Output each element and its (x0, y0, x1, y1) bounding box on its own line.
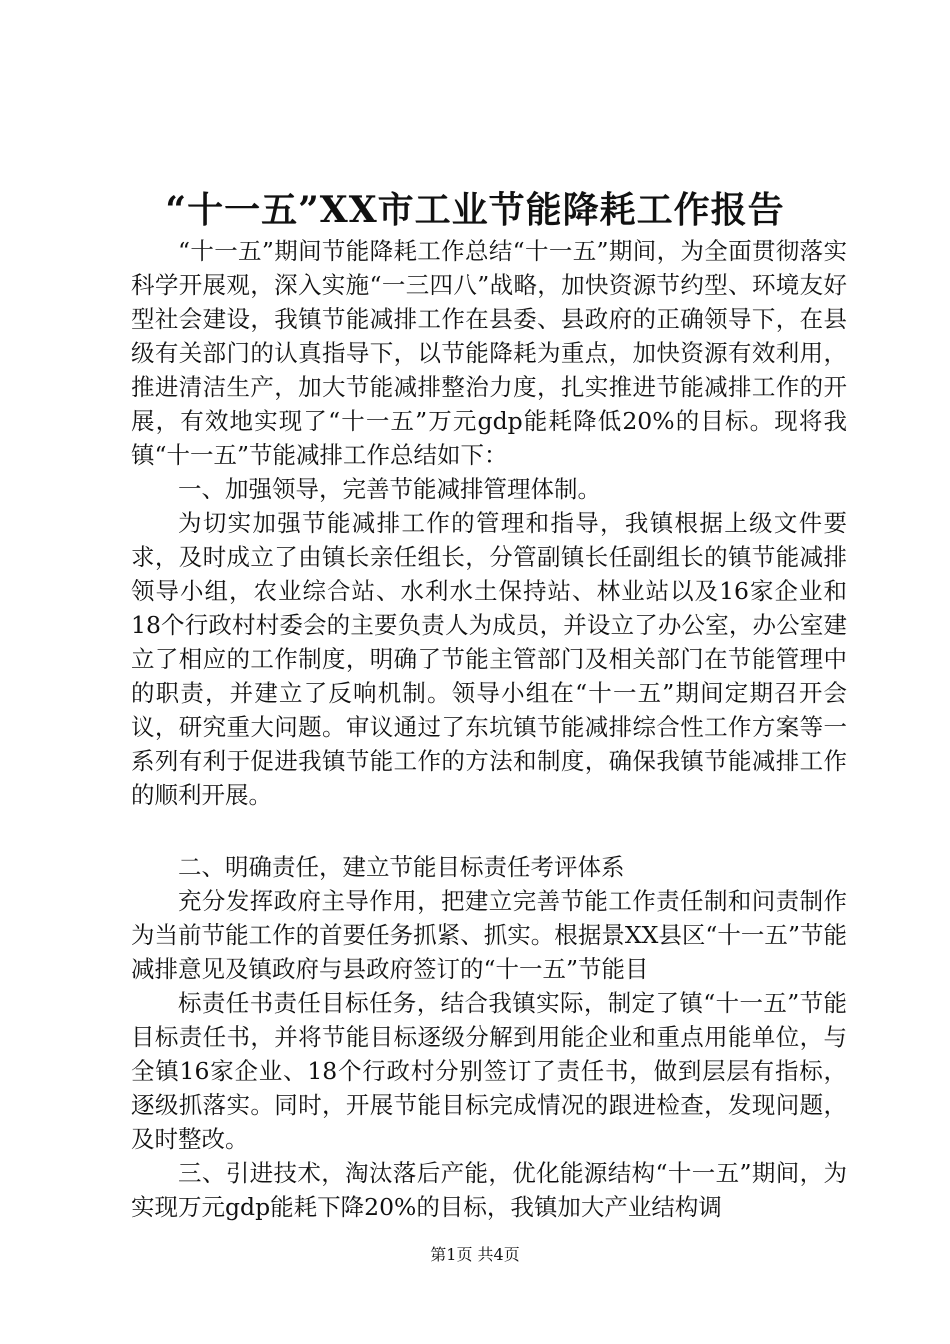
paragraph-intro: “十一五”期间节能降耗工作总结“十一五”期间，为全面贯彻落实科学开展观，深入实施“一三四八”战略，加快资源节约型、环境友好型社会建设，我镇节能减排工作在县委、县政府的正确领导下，在县级有关部门的认真指导下，以节能降耗为重点，加快资源有效利用，推进清洁生产，加大节能减排整治力度，扎实推进节能减排工作的开展，有效地实现了“十一五”万元gdp能耗降低20%的目标。现将我镇“十一五”节能减排工作总结如下： (131, 237, 847, 469)
section-heading-2: 二、明确责任，建立节能目标责任考评体系 (178, 853, 625, 881)
paragraph-section-1: 为切实加强节能减排工作的管理和指导，我镇根据上级文件要求，及时成立了由镇长亲任组长，分管副镇长任副组长的镇节能减排领导小组，农业综合站、水利水土保持站、林业站以及16家企业和18个行政村村委会的主要负责人为成员，并设立了办公室，办公室建立了相应的工作制度，明确了节能主管部门及相关部门在节能管理中的职责，并建立了反响机制。领导小组在“十一五”期间定期召开会议，研究重大问题。审议通过了东坑镇节能减排综合性工作方案等一系列有利于促进我镇节能工作的方法和制度，确保我镇节能减排工作的顺利开展。 (131, 509, 847, 809)
document-title: “十一五”XX市工业节能降耗工作报告 (165, 189, 785, 231)
section-heading-1: 一、加强领导，完善节能减排管理体制。 (178, 475, 601, 503)
document-body (131, 234, 847, 1224)
page-footer: 第1页 共4页 (430, 1245, 520, 1264)
paragraph-section-2a: 充分发挥政府主导作用，把建立完善节能工作责任制和问责制作为当前节能工作的首要任务抓紧、抓实。根据景XX县区“十一五”节能减排意见及镇政府与县政府签订的“十一五”节能目 (131, 887, 847, 983)
paragraph-section-2b: 标责任书责任目标任务，结合我镇实际，制定了镇“十一五”节能目标责任书，并将节能目标逐级分解到用能企业和重点用能单位，与全镇16家企业、18个行政村分别签订了责任书，做到层层有指标，逐级抓落实。同时，开展节能目标完成情况的跟进检查，发现问题，及时整改。 (131, 989, 847, 1153)
paragraph-section-3: 三、引进技术，淘汰落后产能，优化能源结构“十一五”期间，为实现万元gdp能耗下降20%的目标，我镇加大产业结构调 (131, 1159, 847, 1221)
